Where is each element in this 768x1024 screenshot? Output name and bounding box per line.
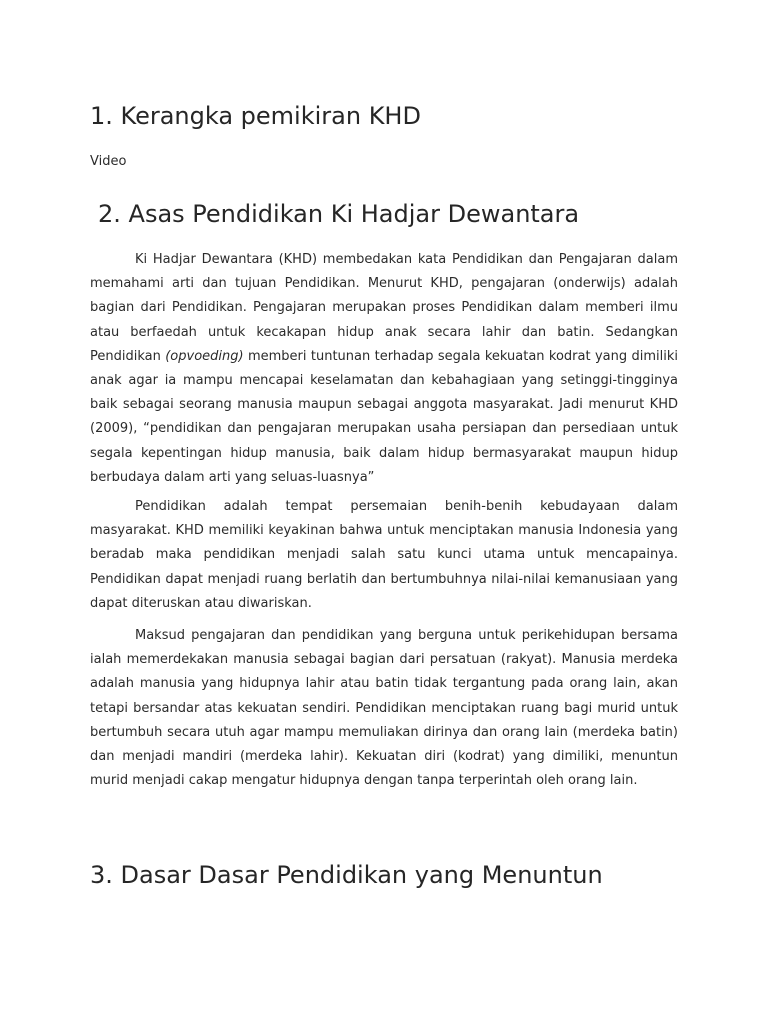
- paragraph-1-text-start: Ki Hadjar Dewantara (KHD) membedakan kata Pendidikan dan Pengajaran dalam memahami arti dan tujuan Pendidikan. Menurut KHD, pengajaran (onderwijs) adalah bagian dari Pendidikan. Pengajaran merupakan proses Pendidikan dalam memberi ilmu atau berfaedah untuk kecakapan hidup anak secara lahir dan batin. Sedangkan Pendidikan: [90, 252, 678, 364]
- paragraph-1-text-end: memberi tuntunan terhadap segala kekuatan kodrat yang dimiliki anak agar ia mampu mencapai keselamatan dan kebahagiaan yang setinggi-tingginya baik sebagai seorang manusia maupun sebagai anggota masyarakat. Jadi menurut KHD (2009), “pendidikan dan pengajaran merupakan usaha persiapan dan persediaan untuk segala kepentingan hidup manusia, baik dalam hidup bermasyarakat maupun hidup berbudaya dalam arti yang seluas-luasnya”: [90, 348, 679, 485]
- paragraph-1: [90, 248, 678, 490]
- section-heading-1: 1. Kerangka pemikiran KHD: [90, 102, 421, 130]
- video-label: Video: [90, 154, 127, 169]
- section-heading-3: 3. Dasar Dasar Pendidikan yang Menuntun: [90, 861, 603, 889]
- paragraph-3: Maksud pengajaran dan pendidikan yang berguna untuk perikehidupan bersama ialah memerdekakan manusia sebagai bagian dari persatuan (rakyat). Manusia merdeka adalah manusia yang hidupnya lahir atau batin tidak tergantung pada orang lain, akan tetapi bersandar atas kekuatan sendiri. Pendidikan menciptakan ruang bagi murid untuk bertumbuh secara utuh agar mampu memuliakan dirinya dan orang lain (merdeka batin) dan menjadi mandiri (merdeka lahir). Kekuatan diri (kodrat) yang dimiliki, menuntun murid menjadi cakap mengatur hidupnya dengan tanpa terperintah oleh orang lain.: [90, 628, 678, 789]
- paragraph-2: Pendidikan adalah tempat persemaian benih-benih kebudayaan dalam masyarakat. KHD memiliki keyakinan bahwa untuk menciptakan manusia Indonesia yang beradab maka pendidikan menjadi salah satu kunci utama untuk mencapainya. Pendidikan dapat menjadi ruang berlatih dan bertumbuhnya nilai-nilai kemanusiaan yang dapat diteruskan atau diwariskan.: [90, 499, 678, 611]
- paragraph-1-italic-term: (opvoeding): [165, 348, 244, 364]
- section-heading-2: 2. Asas Pendidikan Ki Hadjar Dewantara: [98, 200, 580, 228]
